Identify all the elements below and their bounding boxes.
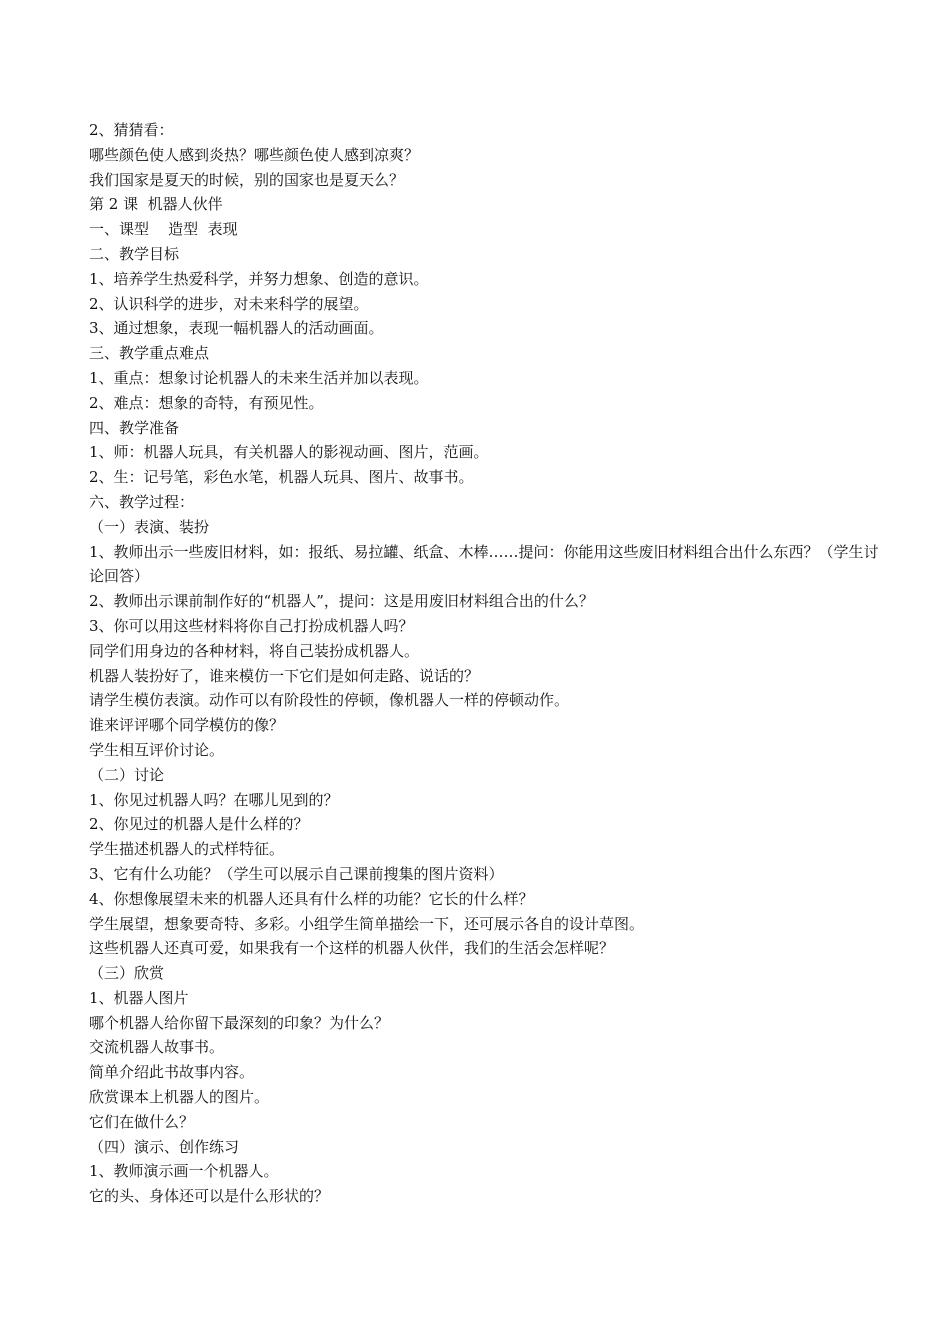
text-line: 哪些颜色使人感到炎热？哪些颜色使人感到凉爽？ — [89, 145, 420, 164]
text-line: 交流机器人故事书。 — [89, 1038, 225, 1057]
text-line: 1、师：机器人玩具，有关机器人的影视动画、图片，范画。 — [89, 443, 489, 462]
text-line: 同学们用身边的各种材料，将自己装扮成机器人。 — [89, 641, 420, 660]
text-line: 机器人装扮好了，谁来模仿一下它们是如何走路、说话的？ — [89, 666, 480, 685]
text-line: 简单介绍此书故事内容。 — [89, 1063, 255, 1082]
section-heading: 一、课型 造型 表现 — [89, 220, 238, 239]
section-heading: 二、教学目标 — [89, 244, 180, 263]
text-line: 请学生模仿表演。动作可以有阶段性的停顿，像机器人一样的停顿动作。 — [89, 691, 570, 710]
text-line: 3、它有什么功能？（学生可以展示自己课前搜集的图片资料） — [89, 864, 504, 883]
text-line: 学生展望，想象要奇特、多彩。小组学生简单描绘一下，还可展示各自的设计草图。 — [89, 914, 645, 933]
text-line: 哪个机器人给你留下最深刻的印象？为什么？ — [89, 1013, 390, 1032]
text-line: 2、生：记号笔，彩色水笔，机器人玩具、图片、故事书。 — [89, 468, 474, 487]
text-line: 3、你可以用这些材料将你自己打扮成机器人吗？ — [89, 616, 414, 635]
subsection-heading: （四）演示、创作练习 — [89, 1137, 240, 1156]
text-line: 我们国家是夏天的时候，别的国家也是夏天么？ — [89, 170, 405, 189]
text-line: 2、你见过的机器人是什么样的？ — [89, 815, 309, 834]
text-line: 4、你想像展望未来的机器人还具有什么样的功能？它长的什么样？ — [89, 889, 534, 908]
text-line: 2、猜猜看： — [89, 121, 174, 139]
text-line: 2、认识科学的进步，对未来科学的展望。 — [89, 294, 369, 313]
section-heading: 四、教学准备 — [89, 418, 180, 437]
text-line: 它的头、身体还可以是什么形状的？ — [89, 1187, 330, 1206]
section-heading: 三、教学重点难点 — [89, 344, 210, 363]
text-line: 2、教师出示课前制作好的“机器人”，提问：这是用废旧材料组合出的什么？ — [89, 592, 594, 611]
text-line: 3、通过想象，表现一幅机器人的活动画面。 — [89, 319, 384, 338]
text-line: 学生描述机器人的式样特征。 — [89, 840, 285, 859]
text-line: 谁来评评哪个同学模仿的像？ — [89, 716, 285, 735]
text-line: 1、机器人图片 — [89, 988, 189, 1007]
lesson-title: 第 2 课 机器人伙伴 — [89, 195, 223, 214]
text-line: 欣赏课本上机器人的图片。 — [89, 1088, 270, 1107]
section-heading: 六、教学过程： — [89, 492, 195, 511]
text-line: 1、教师演示画一个机器人。 — [89, 1162, 279, 1181]
subsection-heading: （一）表演、装扮 — [89, 517, 210, 536]
subsection-heading: （三）欣赏 — [89, 964, 165, 983]
subsection-heading: （二）讨论 — [89, 765, 165, 784]
text-line: 1、培养学生热爱科学，并努力想象、创造的意识。 — [89, 269, 429, 288]
text-line: 1、教师出示一些废旧材料，如：报纸、易拉罐、纸盒、木棒……提问：你能用这些废旧材料组合出什么东西？（学生讨论回答） — [89, 542, 879, 586]
text-line: 1、重点：想象讨论机器人的未来生活并加以表现。 — [89, 368, 429, 387]
text-line: 1、你见过机器人吗？在哪儿见到的？ — [89, 790, 339, 809]
text-line: 这些机器人还真可爱，如果我有一个这样的机器人伙伴，我们的生活会怎样呢？ — [89, 939, 615, 958]
document-body — [89, 118, 879, 1209]
text-line: 学生相互评价讨论。 — [89, 740, 225, 759]
text-line: 2、难点：想象的奇特，有预见性。 — [89, 393, 324, 412]
text-line: 它们在做什么？ — [89, 1112, 195, 1131]
